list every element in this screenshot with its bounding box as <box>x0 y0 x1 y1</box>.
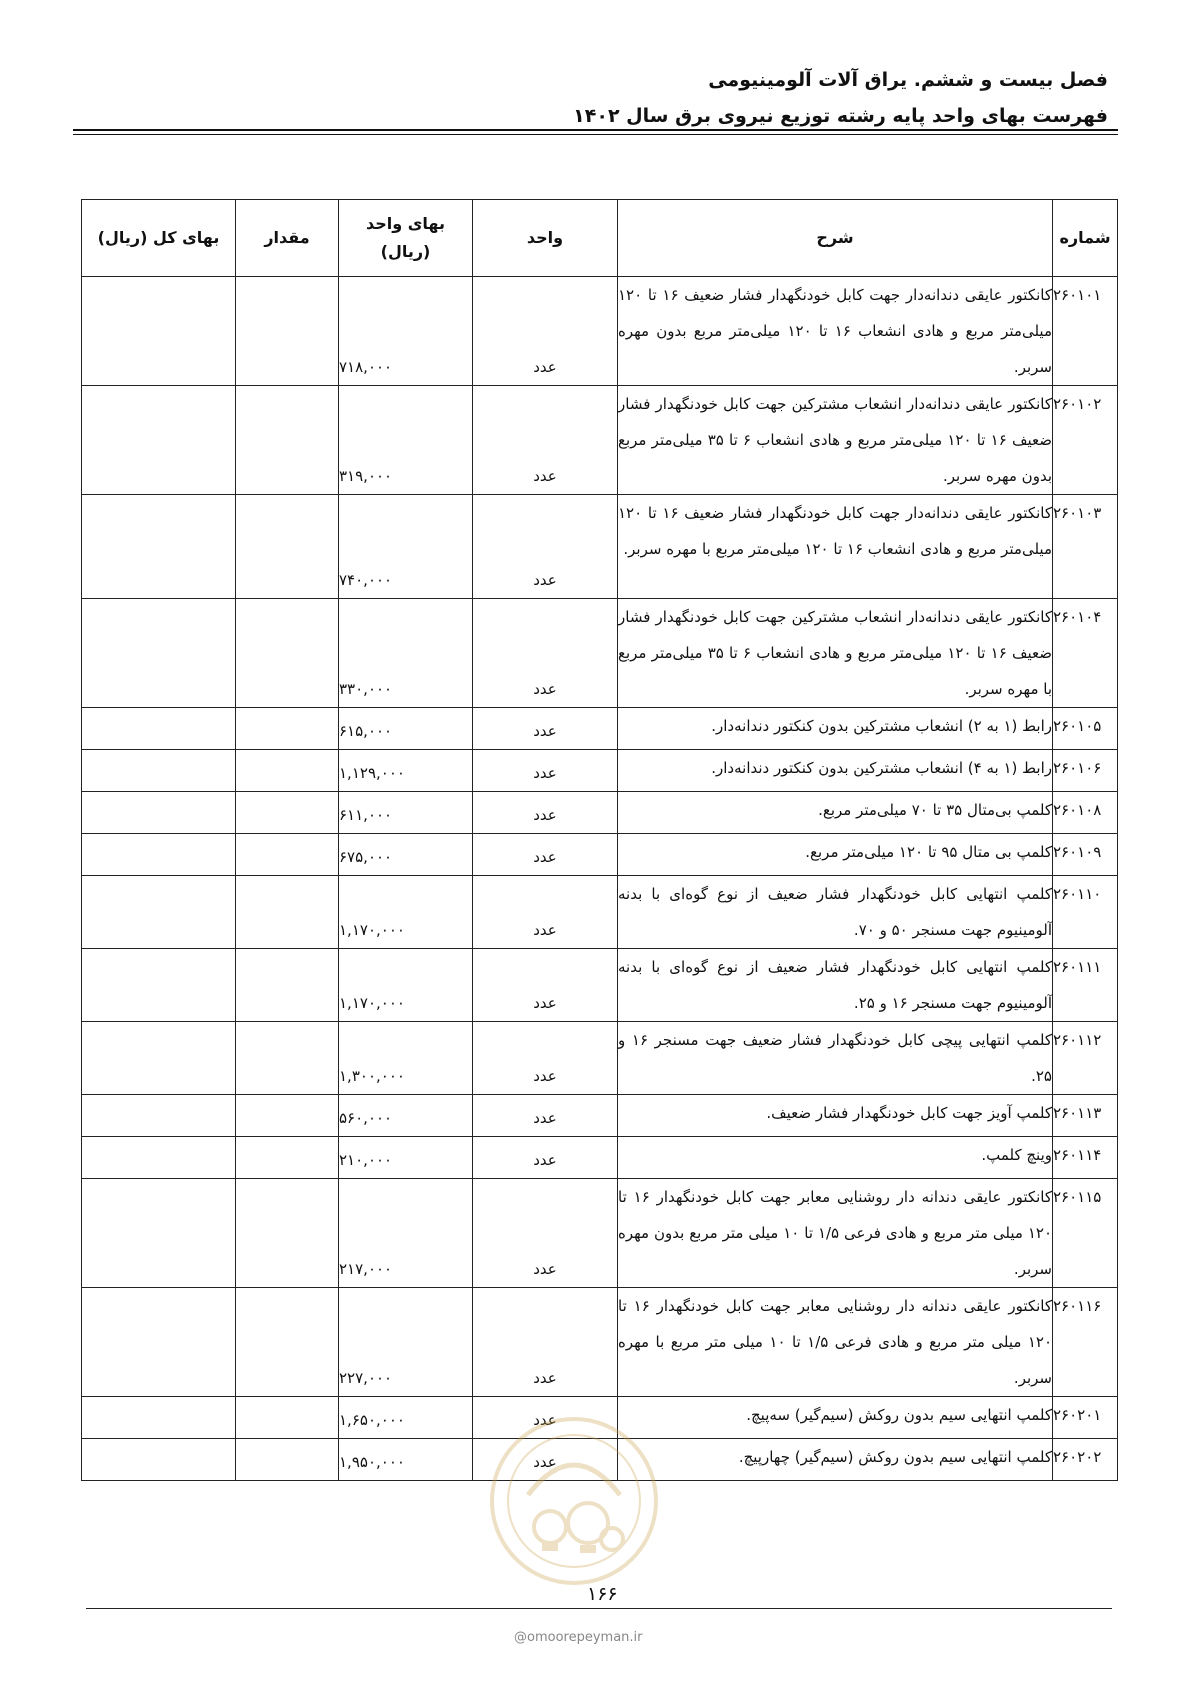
item-unit: عدد <box>473 495 618 599</box>
item-code: ۲۶۰۱۱۶ <box>1053 1288 1118 1397</box>
table-row <box>82 495 1118 599</box>
item-code: ۲۶۰۱۰۲ <box>1053 386 1118 495</box>
item-unit-price: ۱,۶۵۰,۰۰۰ <box>339 1397 473 1439</box>
item-description: کانکتور عایقی دندانه‌دار انشعاب مشترکین جهت کابل خودنگهدار فشار ضعیف ۱۶ تا ۱۲۰ میلی‌متر مربع و هادی انشعاب ۶ تا ۳۵ میلی‌متر مربع بدون مهره سربر. <box>618 386 1053 495</box>
item-unit: عدد <box>473 876 618 949</box>
item-unit: عدد <box>473 834 618 876</box>
item-total-price <box>82 1439 236 1481</box>
table-row <box>82 1022 1118 1095</box>
table-row <box>82 1179 1118 1288</box>
col-price-header <box>339 200 473 277</box>
item-code: ۲۶۰۱۱۱ <box>1053 949 1118 1022</box>
col-unit-header: واحد <box>473 200 618 277</box>
table-row <box>82 750 1118 792</box>
item-unit-price: ۲۱۰,۰۰۰ <box>339 1137 473 1179</box>
item-unit: عدد <box>473 1137 618 1179</box>
header-rule-thick <box>73 129 1118 131</box>
item-total-price <box>82 1022 236 1095</box>
item-quantity <box>236 1439 339 1481</box>
item-unit-price: ۳۱۹,۰۰۰ <box>339 386 473 495</box>
item-code: ۲۶۰۱۰۶ <box>1053 750 1118 792</box>
publisher-seal-watermark <box>488 1415 660 1587</box>
item-unit: عدد <box>473 1439 618 1481</box>
item-description: کلمپ آویز جهت کابل خودنگهدار فشار ضعیف. <box>618 1095 1053 1137</box>
item-description: کلمپ انتهایی پیچی کابل خودنگهدار فشار ضعیف جهت مسنجر ۱۶ و ۲۵. <box>618 1022 1053 1095</box>
item-unit: عدد <box>473 277 618 386</box>
table-row <box>82 834 1118 876</box>
item-description: کانکتور عایقی دندانه‌دار انشعاب مشترکین جهت کابل خودنگهدار فشار ضعیف ۱۶ تا ۱۲۰ میلی‌متر مربع و هادی انشعاب ۶ تا ۳۵ میلی‌متر مربع با مهره سربر. <box>618 599 1053 708</box>
item-unit-price: ۳۳۰,۰۰۰ <box>339 599 473 708</box>
item-description: کلمپ انتهایی سیم بدون روکش (سیم‌گیر) چهارپیچ. <box>618 1439 1053 1481</box>
item-total-price <box>82 1095 236 1137</box>
col-price-header-line1: بهای واحد <box>365 214 445 233</box>
item-total-price <box>82 792 236 834</box>
item-code: ۲۶۰۱۰۱ <box>1053 277 1118 386</box>
table-row <box>82 599 1118 708</box>
table-row <box>82 1137 1118 1179</box>
item-description: کانکتور عایقی دندانه دار روشنایی معابر جهت کابل خودنگهدار ۱۶ تا ۱۲۰ میلی متر مربع و هادی فرعی ۱/۵ تا ۱۰ میلی متر مربع با مهره سربر. <box>618 1288 1053 1397</box>
page-number: ۱۶۶ <box>587 1583 618 1605</box>
item-unit-price: ۱,۱۷۰,۰۰۰ <box>339 876 473 949</box>
item-total-price <box>82 949 236 1022</box>
item-total-price <box>82 1179 236 1288</box>
table-header-row <box>82 200 1118 277</box>
item-code: ۲۶۰۱۰۳ <box>1053 495 1118 599</box>
item-quantity <box>236 949 339 1022</box>
item-description: کلمپ انتهایی کابل خودنگهدار فشار ضعیف از نوع گوه‌ای با بدنه آلومینیوم جهت مسنجر ۱۶ و ۲۵. <box>618 949 1053 1022</box>
item-unit: عدد <box>473 1288 618 1397</box>
item-unit: عدد <box>473 792 618 834</box>
item-unit-price: ۷۱۸,۰۰۰ <box>339 277 473 386</box>
item-total-price <box>82 277 236 386</box>
site-watermark: @omoorepeyman.ir <box>514 1630 643 1645</box>
item-code: ۲۶۰۱۰۴ <box>1053 599 1118 708</box>
item-quantity <box>236 834 339 876</box>
item-total-price <box>82 1397 236 1439</box>
col-desc-header: شرح <box>618 200 1053 277</box>
item-total-price <box>82 599 236 708</box>
item-code: ۲۶۰۱۰۸ <box>1053 792 1118 834</box>
item-description: کانکتور عایقی دندانه دار روشنایی معابر جهت کابل خودنگهدار ۱۶ تا ۱۲۰ میلی متر مربع و هادی فرعی ۱/۵ تا ۱۰ میلی متر مربع بدون مهره سربر. <box>618 1179 1053 1288</box>
col-code-header: شماره <box>1053 200 1118 277</box>
item-code: ۲۶۰۱۱۴ <box>1053 1137 1118 1179</box>
table-row <box>82 708 1118 750</box>
col-total-header: بهای کل (ریال) <box>82 200 236 277</box>
item-unit-price: ۶۷۵,۰۰۰ <box>339 834 473 876</box>
item-description: کانکتور عایقی دندانه‌دار جهت کابل خودنگهدار فشار ضعیف ۱۶ تا ۱۲۰ میلی‌متر مربع و هادی انشعاب ۱۶ تا ۱۲۰ میلی‌متر مربع با مهره سربر. <box>618 495 1053 599</box>
item-code: ۲۶۰۱۰۵ <box>1053 708 1118 750</box>
item-description: کلمپ انتهایی کابل خودنگهدار فشار ضعیف از نوع گوه‌ای با بدنه آلومینیوم جهت مسنجر ۵۰ و ۷۰. <box>618 876 1053 949</box>
item-total-price <box>82 834 236 876</box>
item-quantity <box>236 1137 339 1179</box>
item-unit-price: ۲۲۷,۰۰۰ <box>339 1288 473 1397</box>
chapter-title: فصل بیست و ششم. یراق آلات آلومینیومی <box>708 69 1108 91</box>
item-description: کلمپ انتهایی سیم بدون روکش (سیم‌گیر) سه‌پیچ. <box>618 1397 1053 1439</box>
item-description: رابط (۱ به ۲) انشعاب مشترکین بدون کنکتور دندانه‌دار. <box>618 708 1053 750</box>
item-code: ۲۶۰۱۱۰ <box>1053 876 1118 949</box>
table-row <box>82 876 1118 949</box>
table-row <box>82 1095 1118 1137</box>
page-header <box>573 62 1108 134</box>
table-row <box>82 949 1118 1022</box>
item-description: وینچ کلمپ. <box>618 1137 1053 1179</box>
item-description: کلمپ بی‌متال ۳۵ تا ۷۰ میلی‌متر مربع. <box>618 792 1053 834</box>
table-row <box>82 277 1118 386</box>
item-unit: عدد <box>473 750 618 792</box>
item-quantity <box>236 750 339 792</box>
item-unit: عدد <box>473 1022 618 1095</box>
item-unit-price: ۶۱۵,۰۰۰ <box>339 708 473 750</box>
item-quantity <box>236 386 339 495</box>
item-unit: عدد <box>473 386 618 495</box>
item-quantity <box>236 599 339 708</box>
table-row <box>82 792 1118 834</box>
item-unit: عدد <box>473 949 618 1022</box>
document-title: فهرست بهای واحد پایه رشته توزیع نیروی برق سال ۱۴۰۲ <box>573 105 1108 127</box>
item-unit: عدد <box>473 1397 618 1439</box>
item-quantity <box>236 708 339 750</box>
item-code: ۲۶۰۲۰۲ <box>1053 1439 1118 1481</box>
item-quantity <box>236 1288 339 1397</box>
item-code: ۲۶۰۱۱۲ <box>1053 1022 1118 1095</box>
item-description: رابط (۱ به ۴) انشعاب مشترکین بدون کنکتور دندانه‌دار. <box>618 750 1053 792</box>
item-code: ۲۶۰۱۱۳ <box>1053 1095 1118 1137</box>
item-unit-price: ۱,۹۵۰,۰۰۰ <box>339 1439 473 1481</box>
item-total-price <box>82 876 236 949</box>
item-description: کانکتور عایقی دندانه‌دار جهت کابل خودنگهدار فشار ضعیف ۱۶ تا ۱۲۰ میلی‌متر مربع و هادی انشعاب ۱۶ تا ۱۲۰ میلی‌متر مربع بدون مهره سربر. <box>618 277 1053 386</box>
item-unit-price: ۷۴۰,۰۰۰ <box>339 495 473 599</box>
item-unit-price: ۱,۱۷۰,۰۰۰ <box>339 949 473 1022</box>
item-unit-price: ۶۱۱,۰۰۰ <box>339 792 473 834</box>
footer-rule <box>86 1608 1112 1609</box>
price-table <box>81 199 1118 1481</box>
table-row <box>82 1288 1118 1397</box>
item-total-price <box>82 708 236 750</box>
item-unit: عدد <box>473 1179 618 1288</box>
item-quantity <box>236 876 339 949</box>
item-code: ۲۶۰۲۰۱ <box>1053 1397 1118 1439</box>
col-qty-header: مقدار <box>236 200 339 277</box>
item-unit: عدد <box>473 708 618 750</box>
item-unit-price: ۵۶۰,۰۰۰ <box>339 1095 473 1137</box>
item-total-price <box>82 1137 236 1179</box>
table-row <box>82 386 1118 495</box>
item-quantity <box>236 495 339 599</box>
item-quantity <box>236 1179 339 1288</box>
table-body <box>82 277 1118 1481</box>
item-quantity <box>236 1022 339 1095</box>
item-description: کلمپ بی متال ۹۵ تا ۱۲۰ میلی‌متر مربع. <box>618 834 1053 876</box>
item-unit-price: ۱,۱۲۹,۰۰۰ <box>339 750 473 792</box>
item-unit: عدد <box>473 1095 618 1137</box>
item-quantity <box>236 277 339 386</box>
item-total-price <box>82 386 236 495</box>
item-quantity <box>236 1095 339 1137</box>
item-code: ۲۶۰۱۱۵ <box>1053 1179 1118 1288</box>
item-quantity <box>236 792 339 834</box>
header-rule-thin <box>73 134 1118 135</box>
item-unit: عدد <box>473 599 618 708</box>
item-total-price <box>82 1288 236 1397</box>
col-price-header-line2: (ریال) <box>380 242 431 261</box>
item-total-price <box>82 495 236 599</box>
item-unit-price: ۱,۳۰۰,۰۰۰ <box>339 1022 473 1095</box>
item-unit-price: ۲۱۷,۰۰۰ <box>339 1179 473 1288</box>
item-total-price <box>82 750 236 792</box>
item-code: ۲۶۰۱۰۹ <box>1053 834 1118 876</box>
item-quantity <box>236 1397 339 1439</box>
